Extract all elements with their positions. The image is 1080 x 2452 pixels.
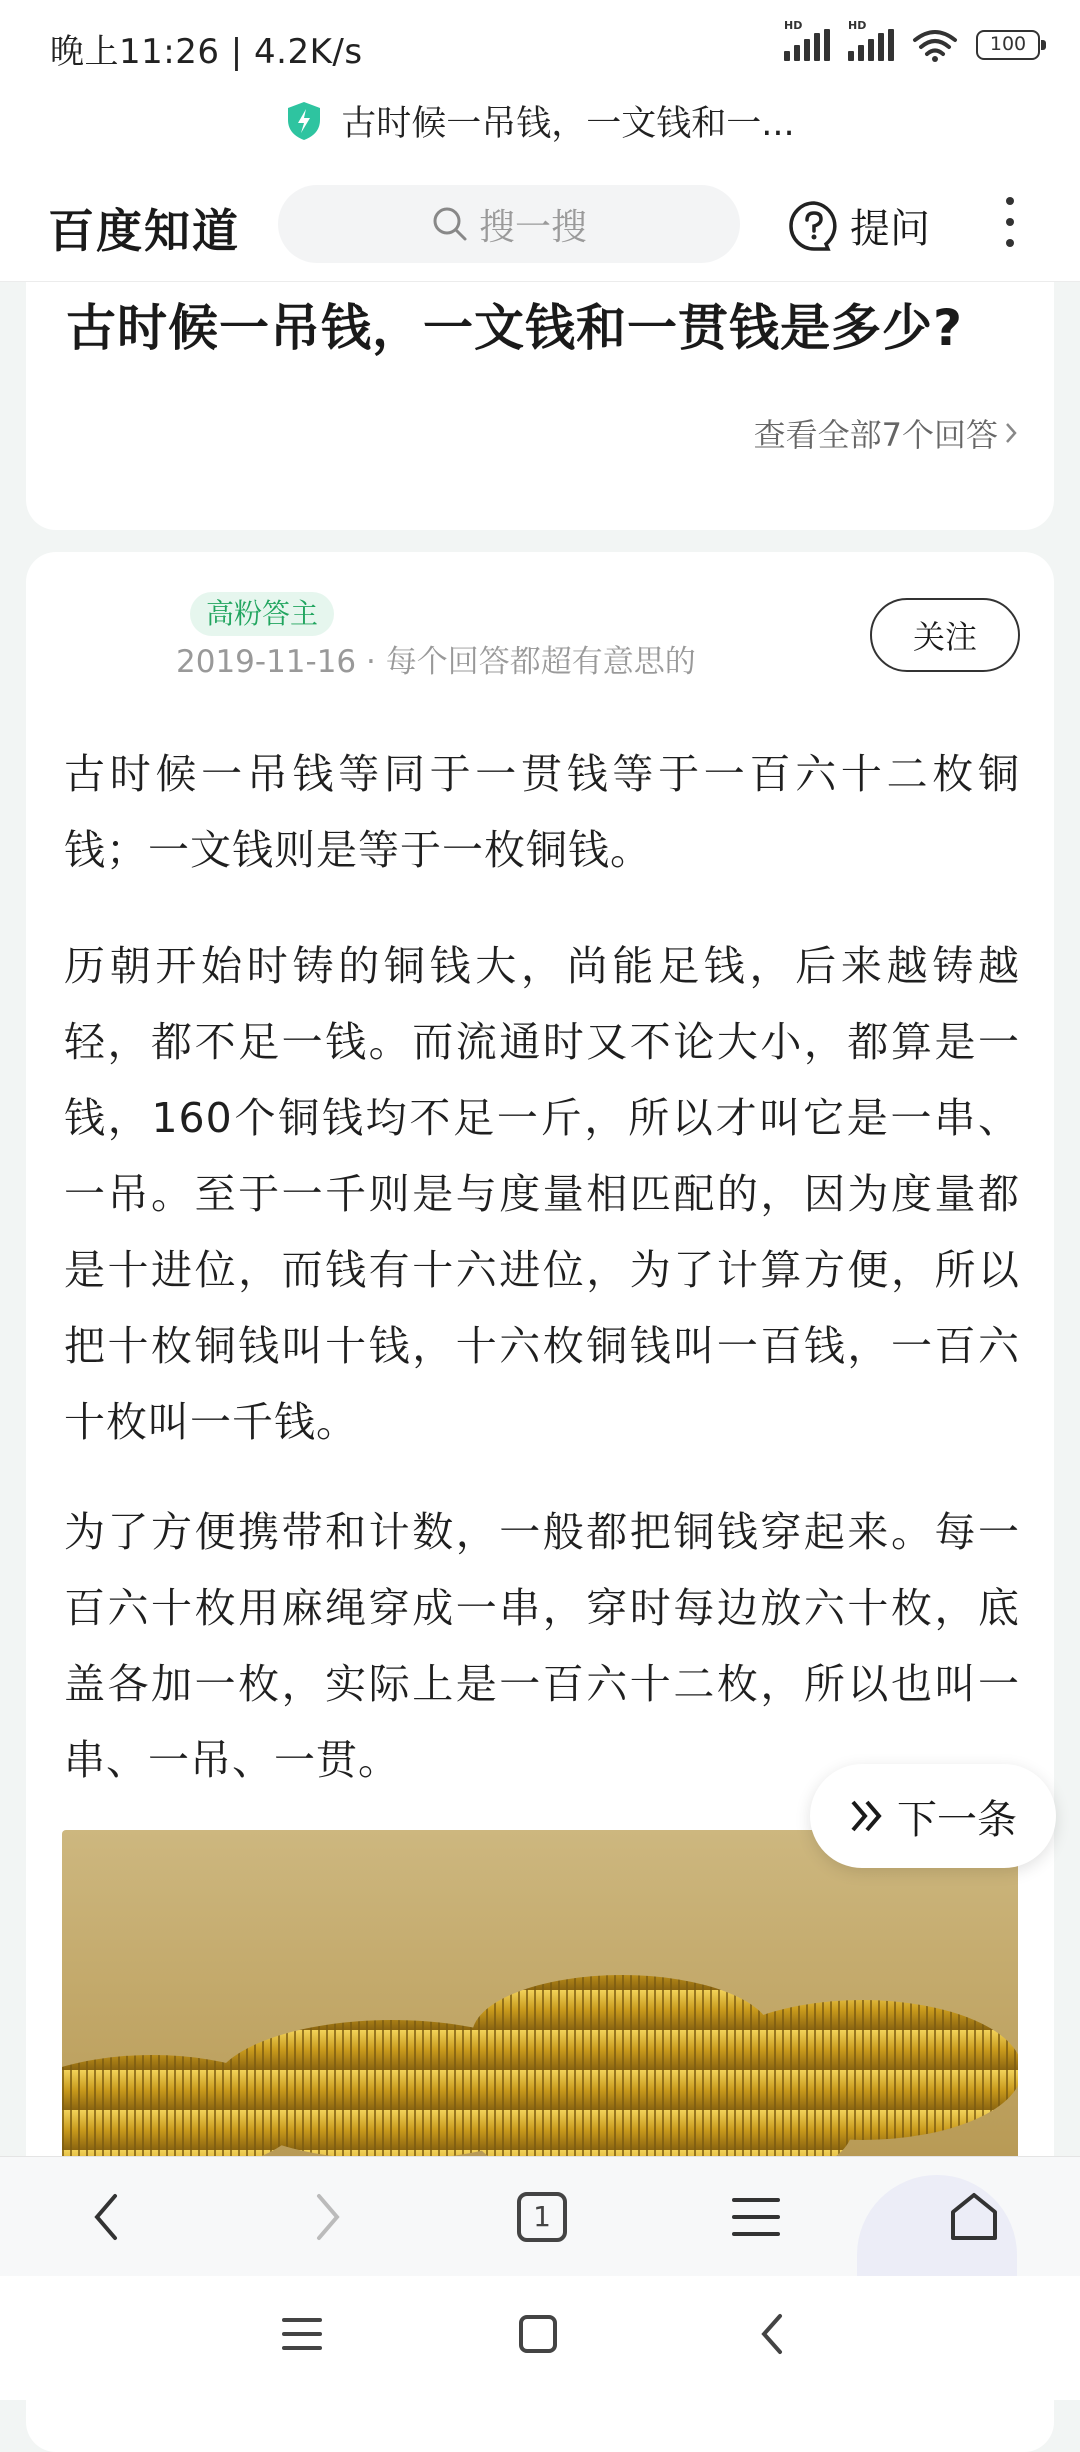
system-nav-bar	[0, 2276, 1080, 2400]
chevron-right-icon	[1004, 421, 1018, 445]
view-all-answers-link[interactable]	[754, 410, 1018, 456]
answer-paragraph: 古时候一吊钱等同于一贯钱等于一百六十二枚铜钱；一文钱则是等于一枚铜钱。	[64, 750, 1020, 874]
menu-button[interactable]	[726, 2187, 786, 2247]
brand-logo[interactable]: 百度知道	[48, 204, 240, 258]
url-title: 古时候一吊钱，一文钱和一...	[341, 104, 795, 144]
follow-button[interactable]: 关注	[870, 598, 1020, 672]
answer-paragraph: 为了方便携带和计数，一般都把铜钱穿起来。每一百六十枚用麻绳穿成一串，穿时每边放六十枚，底盖各加一枚，实际上是一百六十二枚，所以也叫一串、一吊、一贯。	[64, 1508, 1020, 1784]
status-time: 晚上11:26 | 4.2K/s	[50, 32, 363, 72]
browser-toolbar	[0, 2156, 1080, 2276]
tab-count-icon: 1	[517, 2192, 567, 2242]
tabs-button[interactable]	[512, 2187, 572, 2247]
signal-hd-label: HD	[784, 19, 803, 32]
url-bar[interactable]	[0, 96, 1080, 146]
home-nav-icon[interactable]	[518, 2314, 558, 2354]
home-icon	[947, 2190, 1001, 2244]
top-bar	[0, 0, 1080, 167]
copper-coins-illustration	[62, 1830, 1018, 2160]
forward-arrow-icon	[313, 2192, 343, 2242]
wifi-icon	[912, 28, 958, 62]
back-button[interactable]	[76, 2187, 136, 2247]
ask-button[interactable]	[788, 197, 930, 254]
expert-badge: 高粉答主	[190, 592, 334, 636]
status-icons	[784, 19, 1040, 62]
view-all-label: 查看全部7个回答	[753, 416, 998, 454]
double-chevron-right-icon	[849, 1798, 889, 1834]
ask-label: 提问	[850, 206, 930, 252]
signal-icon	[848, 19, 894, 61]
home-button[interactable]	[944, 2187, 1004, 2247]
next-label: 下一条	[897, 1796, 1017, 1843]
hamburger-menu-icon	[731, 2195, 781, 2239]
question-card	[26, 282, 1054, 530]
battery-icon: 100	[976, 30, 1040, 60]
shield-lightning-icon	[285, 100, 323, 142]
answer-paragraph: 历朝开始时铸的铜钱大，尚能足钱，后来越铸越轻，都不足一钱。而流通时又不论大小，都算是一钱，160个铜钱均不足一斤，所以才叫它是一串、一吊。至于一千则是与度量相匹配的，因为度量都是十进位，而钱有十六进位，为了计算方便，所以把十枚铜钱叫十钱，十六枚铜钱叫一百钱，一百六十枚叫一千钱。	[64, 942, 1020, 1446]
search-icon	[431, 205, 469, 243]
search-placeholder: 搜一搜	[478, 206, 587, 248]
search-input[interactable]	[278, 185, 740, 263]
coin-image[interactable]	[62, 1830, 1018, 2160]
question-title: 古时候一吊钱，一文钱和一贯钱是多少?	[66, 299, 964, 357]
back-arrow-icon	[91, 2192, 121, 2242]
more-menu-icon[interactable]	[1000, 197, 1020, 247]
question-bubble-icon	[788, 200, 840, 252]
next-answer-button[interactable]	[810, 1764, 1056, 1868]
back-nav-icon[interactable]	[758, 2312, 786, 2356]
app-header	[0, 167, 1080, 282]
signal-hd-label: HD	[848, 19, 867, 32]
forward-button[interactable]	[298, 2187, 358, 2247]
signal-icon	[784, 19, 830, 61]
recent-apps-icon[interactable]	[282, 2316, 322, 2352]
answer-meta: 2019-11-16 · 每个回答都超有意思的	[176, 644, 696, 680]
